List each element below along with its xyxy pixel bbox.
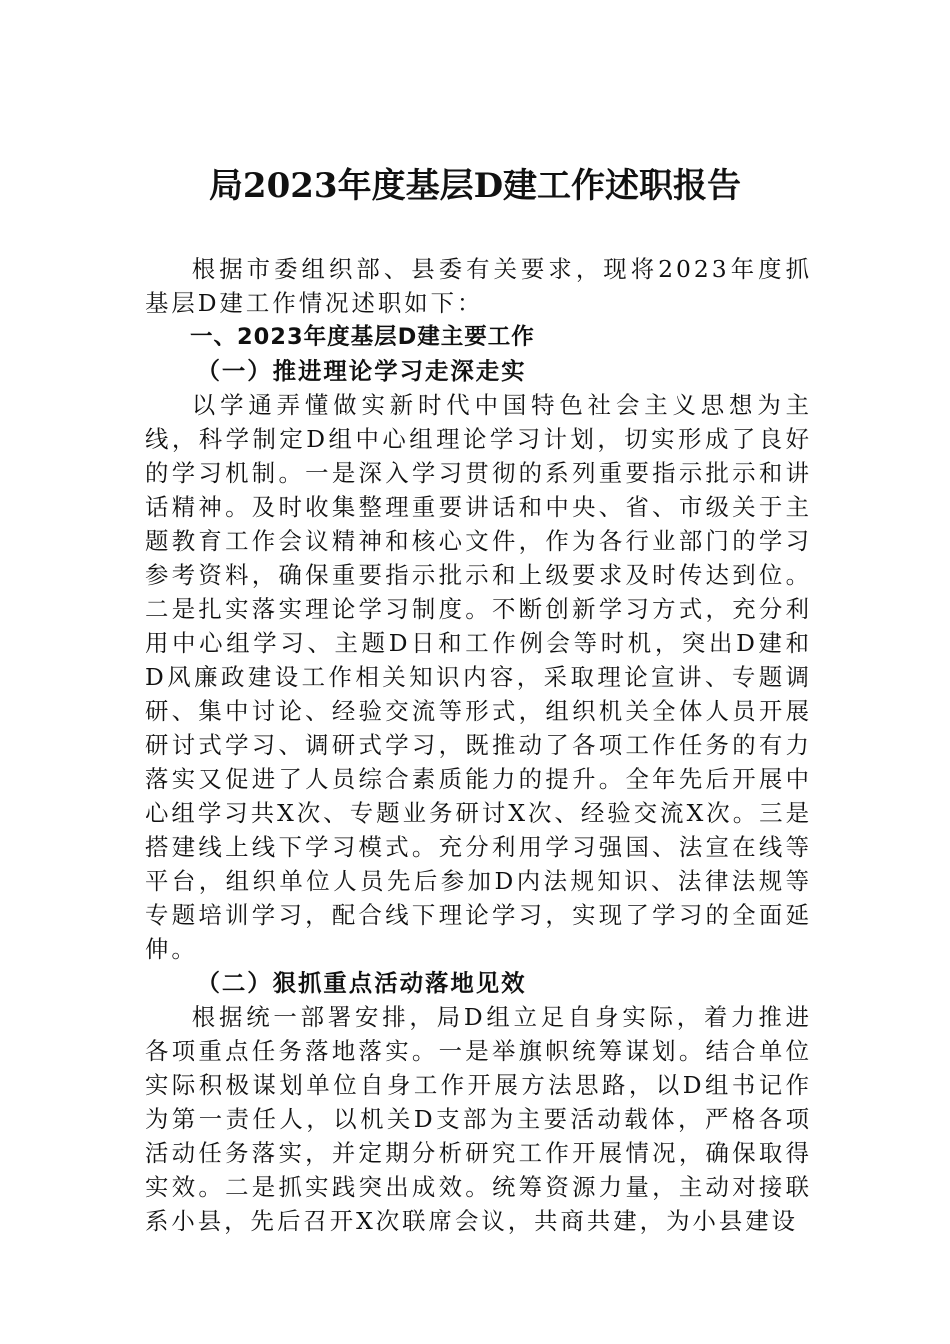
- document-title: 局2023年度基层D建工作述职报告: [208, 166, 742, 206]
- section-heading-1: 一、2023年度基层D建主要工作: [190, 324, 535, 350]
- subsection-heading-2: （二）狠抓重点活动落地见效: [196, 969, 527, 997]
- subsection-1-paragraph: 以学通弄懂做实新时代中国特色社会主义思想为主线，科学制定D组中心组理论学习计划，切实形成了良好的学习机制。一是深入学习贯彻的系列重要指示批示和讲话精神。及时收集整理重要讲话和中央、省、市级关于主题教育工作会议精神和核心文件，作为各行业部门的学习参考资料，确保重要指示批示和上级要求及时传达到位。二是扎实落实理论学习制度。不断创新学习方式，充分利用中心组学习、主题D日和工作例会等时机，突出D建和D风廉政建设工作相关知识内容，采取理论宣讲、专题调研、集中讨论、经验交流等形式，组织机关全体人员开展研讨式学习、调研式学习，既推动了各项工作任务的有力落实又促进了人员综合素质能力的提升。全年先后开展中心组学习共X次、专题业务研讨X次、经验交流X次。三是搭建线上线下学习模式。充分利用学习强国、法宣在线等平台，组织单位人员先后参加D内法规知识、法律法规等专题培训学习，配合线下理论学习，实现了学习的全面延伸。: [145, 391, 812, 963]
- document-body: [145, 252, 812, 1238]
- subsection-heading-1: （一）推进理论学习走深走实: [196, 357, 527, 385]
- subsection-2-paragraph: 根据统一部署安排，局D组立足自身实际，着力推进各项重点任务落地落实。一是举旗帜统筹谋划。结合单位实际积极谋划单位自身工作开展方法思路，以D组书记作为第一责任人，以机关D支部为主要活动载体，严格各项活动任务落实，并定期分析研究工作开展情况，确保取得实效。二是抓实践突出成效。统筹资源力量，主动对接联系小县，先后召开X次联席会议，共商共建，为小县建设: [145, 1003, 812, 1235]
- intro-paragraph: 根据市委组织部、县委有关要求，现将2023年度抓基层D建工作情况述职如下：: [145, 255, 812, 317]
